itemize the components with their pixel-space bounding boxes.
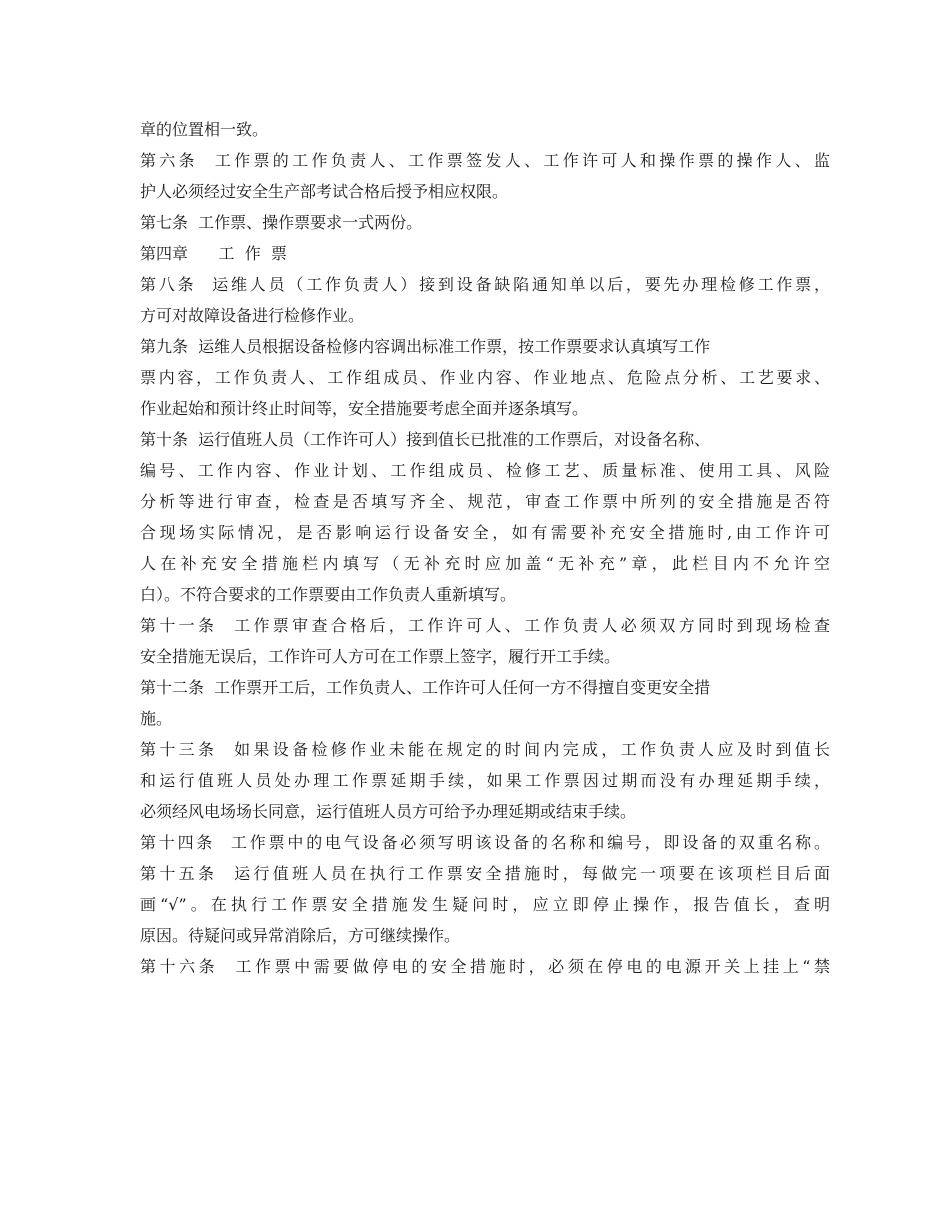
text-line: 合现场实际情况，是否影响运行设备安全，如有需要补充安全措施时,由工作许可 bbox=[140, 523, 830, 542]
text-line: 原因。待疑问或异常消除后，方可继续操作。 bbox=[140, 926, 461, 945]
text-line: 票内容，工作负责人、工作组成员、作业内容、作业地点、危险点分析、工艺要求、 bbox=[140, 368, 830, 387]
text-line: 白）。不符合要求的工作票要由工作负责人重新填写。 bbox=[140, 585, 517, 604]
text-line: 施。 bbox=[140, 709, 173, 728]
text-line: 第十五条 运行值班人员在执行工作票安全措施时，每做完一项要在该项栏目后面 bbox=[140, 864, 830, 883]
text-line: 第六条 工作票的工作负责人、工作票签发人、工作许可人和操作票的操作人、监 bbox=[140, 151, 830, 170]
text-line: 编号、工作内容、作业计划、工作组成员、检修工艺、质量标准、使用工具、风险 bbox=[140, 461, 830, 480]
text-line: 第十条 运行值班人员（工作许可人）接到值长已批准的工作票后，对设备名称、 bbox=[140, 430, 711, 449]
document-body bbox=[140, 114, 830, 982]
text-line: 第十三条 如果设备检修作业未能在规定的时间内完成，工作负责人应及时到值长 bbox=[140, 740, 830, 759]
text-line: 第四章 工 作 票 bbox=[140, 244, 287, 263]
text-line: 第七条 工作票、操作票要求一式两份。 bbox=[140, 213, 423, 232]
text-line: 和运行值班人员处办理工作票延期手续，如果工作票因过期而没有办理延期手续， bbox=[140, 771, 830, 790]
text-line: 第十四条 工作票中的电气设备必须写明该设备的名称和编号，即设备的双重名称。 bbox=[140, 833, 830, 852]
text-line: 第十二条 工作票开工后，工作负责人、工作许可人任何一方不得擅自变更安全措 bbox=[140, 678, 711, 697]
text-line: 第十一条 工作票审查合格后，工作许可人、工作负责人必须双方同时到现场检查 bbox=[140, 616, 830, 635]
text-line: 必须经风电场场长同意，运行值班人员方可给予办理延期或结束手续。 bbox=[140, 802, 637, 821]
text-line: 第九条 运维人员根据设备检修内容调出标准工作票，按工作票要求认真填写工作 bbox=[140, 337, 711, 356]
text-line: 方可对故障设备进行检修作业。 bbox=[140, 306, 365, 325]
text-line: 画“√”。在执行工作票安全措施发生疑问时，应立即停止操作，报告值长，查明 bbox=[140, 895, 830, 914]
text-line: 章的位置相一致。 bbox=[140, 120, 269, 139]
text-line: 安全措施无误后，工作许可人方可在工作票上签字，履行开工手续。 bbox=[140, 647, 621, 666]
text-line: 人在补充安全措施栏内填写（无补充时应加盖“无补充”章，此栏目内不允许空 bbox=[140, 554, 830, 573]
text-line: 第十六条 工作票中需要做停电的安全措施时，必须在停电的电源开关上挂上“禁 bbox=[140, 957, 830, 976]
text-line: 护人必须经过安全生产部考试合格后授予相应权限。 bbox=[140, 182, 509, 201]
text-line: 分析等进行审查，检查是否填写齐全、规范，审查工作票中所列的安全措施是否符 bbox=[140, 492, 830, 511]
text-line: 作业起始和预计终止时间等，安全措施要考虑全面并逐条填写。 bbox=[140, 399, 589, 418]
text-line: 第八条 运维人员（工作负责人）接到设备缺陷通知单以后，要先办理检修工作票， bbox=[140, 275, 830, 294]
